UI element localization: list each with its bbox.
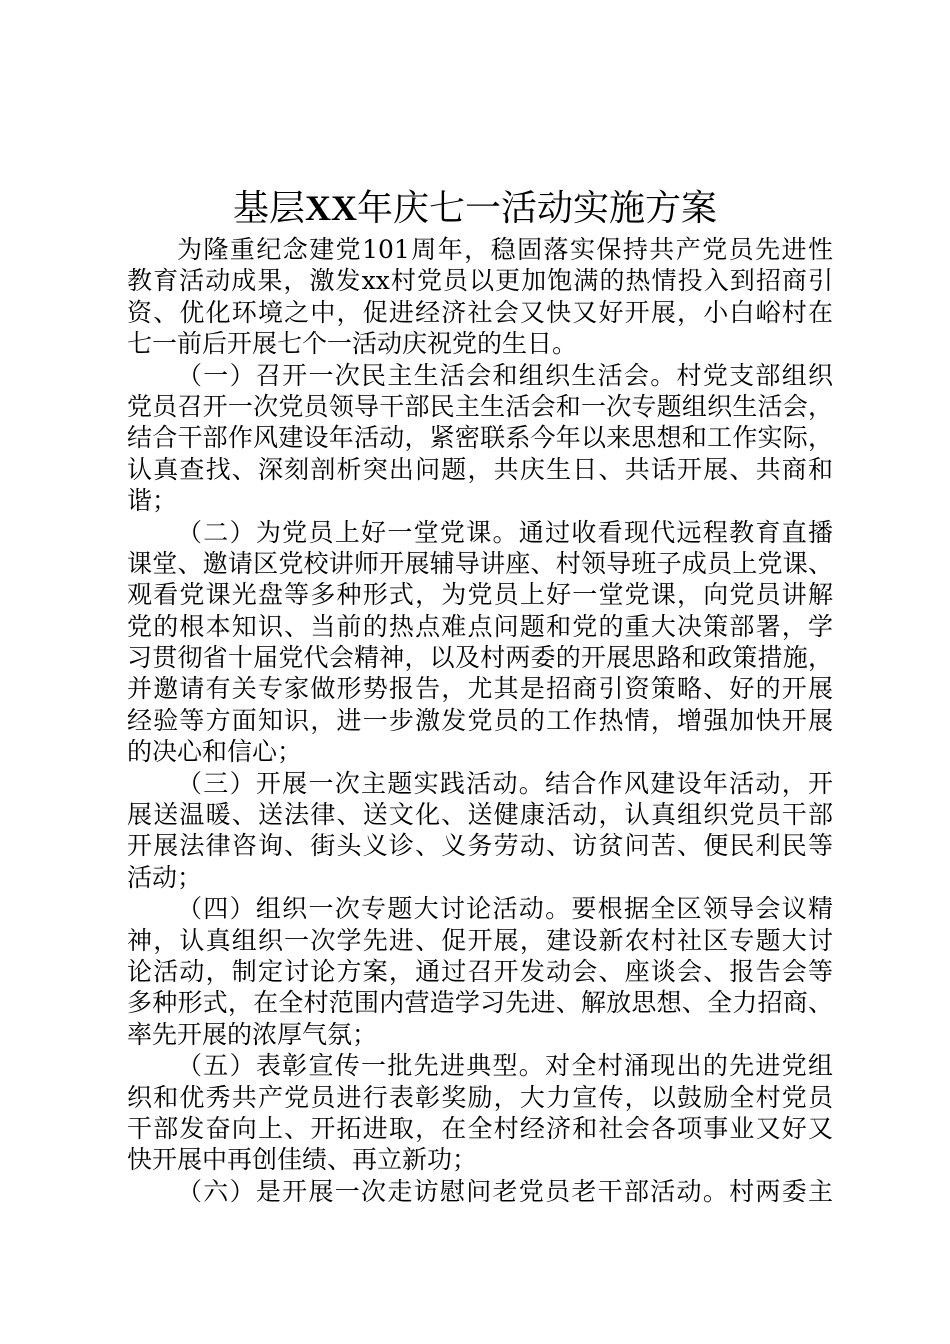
paragraph-line: （五）表彰宣传一批先进典型。对全村涌现出的先进党组 (177, 1051, 833, 1081)
paragraph-line: 经验等方面知识，进一步激发党员的工作热情，增强加快开展 (127, 705, 833, 735)
paragraph-line: 党员召开一次党员领导干部民主生活会和一次专题组织生活会， (127, 391, 833, 421)
paragraph-line: 织和优秀共产党员进行表彰奖励，大力宣传，以鼓励全村党员 (127, 1082, 833, 1112)
paragraph-line: 教育活动成果，激发xx村党员以更加饱满的热情投入到招商引 (127, 266, 833, 296)
paragraph-intro (127, 234, 833, 360)
paragraph-item-4 (127, 893, 833, 1050)
paragraph-line: （二）为党员上好一堂党课。通过收看现代远程教育直播 (177, 517, 833, 547)
paragraph-line: 干部发奋向上、开拓进取，在全村经济和社会各项事业又好又 (127, 1113, 833, 1143)
paragraph-line: 观看党课光盘等多种形式，为党员上好一堂党课，向党员讲解 (127, 580, 833, 610)
paragraph-item-5 (127, 1050, 833, 1176)
paragraph-line: 结合干部作风建设年活动，紧密联系今年以来思想和工作实际， (127, 423, 833, 453)
paragraph-line: （六）是开展一次走访慰问老党员老干部活动。村两委主 (177, 1176, 833, 1206)
paragraph-line: 神，认真组织一次学先进、促开展，建设新农村社区专题大讨 (127, 925, 833, 955)
paragraph-line: 谐； (127, 486, 178, 516)
paragraph-line: 资、优化环境之中，促进经济社会又快又好开展，小白峪村在 (127, 297, 833, 327)
paragraph-line: 党的根本知识、当前的热点难点问题和党的重大决策部署，学 (127, 611, 833, 641)
paragraph-line: 率先开展的浓厚气氛； (127, 1019, 378, 1049)
title-prefix: 基层 (232, 188, 305, 229)
paragraph-line: 多种形式，在全村范围内营造学习先进、解放思想、全力招商、 (127, 988, 833, 1018)
paragraph-line: 快开展中再创佳绩、再立新功； (127, 1145, 478, 1175)
paragraph-line: （四）组织一次专题大讨论活动。要根据全区领导会议精 (177, 894, 833, 924)
paragraph-line: 的决心和信心； (127, 737, 303, 767)
document-body (127, 234, 833, 1207)
paragraph-line: 活动； (127, 862, 203, 892)
paragraph-item-3 (127, 768, 833, 894)
paragraph-line: 七一前后开展七个一活动庆祝党的生日。 (127, 329, 578, 359)
paragraph-line: 为隆重纪念建党101周年，稳固落实保持共产党员先进性 (177, 235, 833, 264)
paragraph-item-2 (127, 517, 833, 768)
paragraph-item-1 (127, 360, 833, 517)
paragraph-line: （一）召开一次民主生活会和组织生活会。村党支部组织 (177, 360, 833, 390)
paragraph-line: 开展法律咨询、街头义诊、义务劳动、访贫问苦、便民利民等 (127, 831, 833, 861)
title-bold: XX (305, 188, 357, 228)
paragraph-line: 展送温暖、送法律、送文化、送健康活动，认真组织党员干部 (127, 800, 833, 830)
document-title (0, 186, 950, 231)
paragraph-item-6 (127, 1176, 833, 1207)
title-suffix: 年庆七一活动实施方案 (357, 188, 718, 229)
paragraph-line: 并邀请有关专家做形势报告，尤其是招商引资策略、好的开展 (127, 674, 833, 704)
paragraph-line: 课堂、邀请区党校讲师开展辅导讲座、村领导班子成员上党课、 (127, 548, 833, 578)
paragraph-line: 论活动，制定讨论方案，通过召开发动会、座谈会、报告会等 (127, 956, 833, 986)
paragraph-line: （三）开展一次主题实践活动。结合作风建设年活动，开 (177, 768, 833, 798)
paragraph-line: 习贯彻省十届党代会精神，以及村两委的开展思路和政策措施， (127, 643, 833, 673)
paragraph-line: 认真查找、深刻剖析突出问题，共庆生日、共话开展、共商和 (127, 454, 833, 484)
